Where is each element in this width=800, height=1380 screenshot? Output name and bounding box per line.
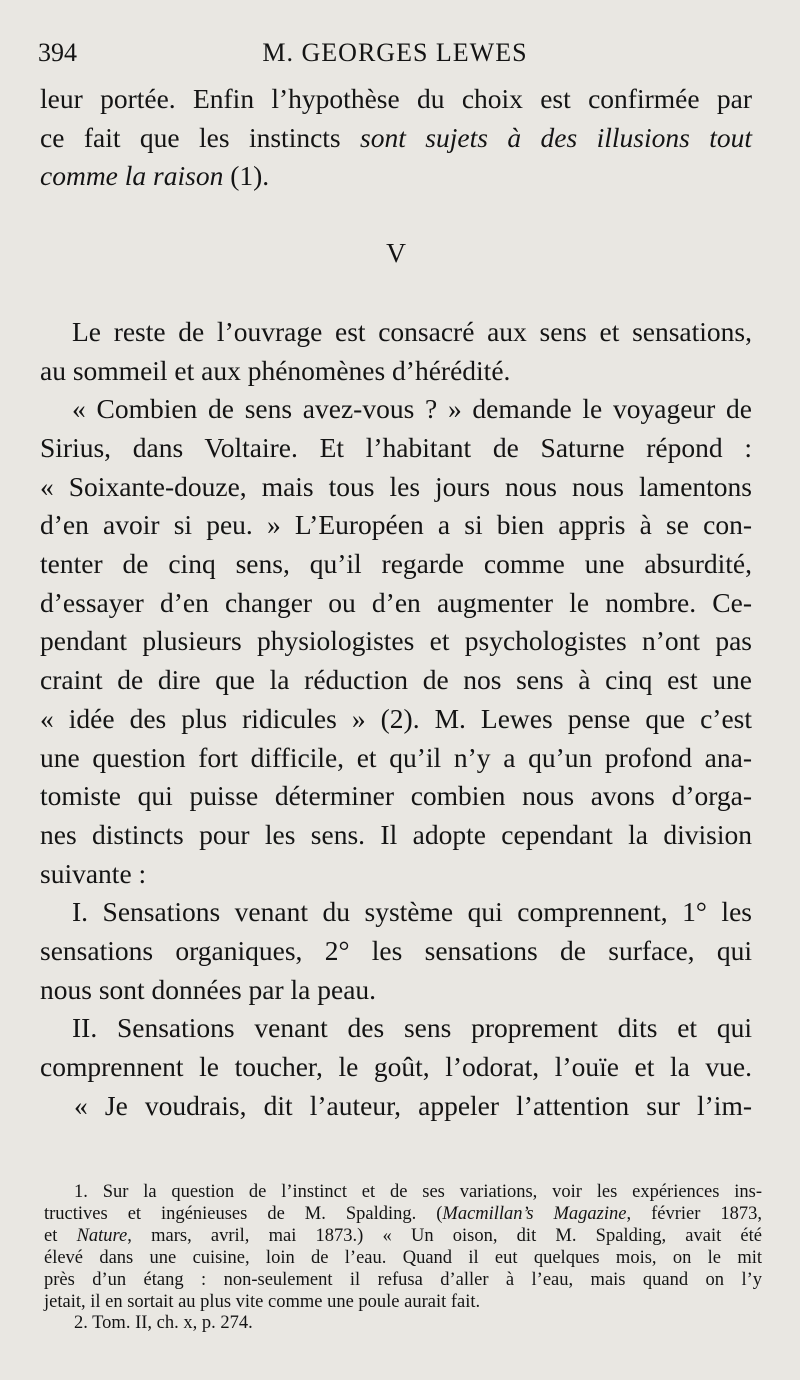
italic-phrase: sont sujets à des illusions tout xyxy=(360,121,752,153)
footnote-line: et Nature, mars, avril, mai 1873.) « Un oison, dit M. Spalding, avait été xyxy=(44,1225,762,1246)
running-header xyxy=(38,38,752,72)
text-line: pendant plusieurs physiologistes et psychologistes n’ont pas xyxy=(40,625,752,657)
text-line: Sirius, dans Voltaire. Et l’habitant de Saturne répond : xyxy=(40,431,752,463)
text-line: craint de dire que la réduction de nos sens à cinq est une xyxy=(40,664,752,696)
text-line: nous sont données par la peau. xyxy=(40,973,377,1005)
text-line: comprennent le toucher, le goût, l’odorat, l’ouïe et la vue. xyxy=(40,1051,752,1083)
text-line: Le reste de l’ouvrage est consacré aux sens et sensations, xyxy=(72,315,752,347)
text-line: une question fort difficile, et qu’il n’y a qu’un profond ana- xyxy=(40,741,752,773)
running-title: M. GEORGES LEWES xyxy=(262,38,528,67)
body-text xyxy=(40,80,752,1126)
footnote-line: 1. Sur la question de l’instinct et de ses variations, voir les expériences ins- xyxy=(74,1182,762,1202)
section-heading: V xyxy=(386,237,406,269)
footnotes xyxy=(44,1182,762,1335)
footnote-line: jetait, il en sortait au plus vite comme une poule aurait fait. xyxy=(44,1291,481,1312)
footnote-line: près d’un étang : non-seulement il refusa d’aller à l’eau, mais quand on l’y xyxy=(44,1269,762,1290)
text-line: leur portée. Enfin l’hypothèse du choix est confirmée par xyxy=(40,83,752,114)
footnote-line: 2. Tom. II, ch. x, p. 274. xyxy=(74,1313,253,1334)
text-line: tomiste qui puisse déterminer combien nous avons d’orga- xyxy=(40,780,752,812)
text-line: d’en avoir si peu. » L’Européen a si bien appris à se con- xyxy=(40,509,752,541)
text-line: « Soixante-douze, mais tous les jours nous nous lamentons xyxy=(40,470,752,502)
text-line: I. Sensations venant du système qui comprennent, 1° les xyxy=(72,896,752,928)
italic-title: Nature xyxy=(76,1225,128,1246)
footnote-line: élevé dans une cuisine, loin de l’eau. Quand il eut quelques mois, on le mit xyxy=(44,1247,762,1268)
text-line: comme la raison (1). xyxy=(40,160,270,192)
text-line: « Combien de sens avez-vous ? » demande le voyageur de xyxy=(72,393,752,425)
text-line: suivante : xyxy=(40,857,147,889)
text-line: « Je voudrais, dit l’auteur, appeler l’attention sur l’im- xyxy=(74,1089,752,1121)
text-line: au sommeil et aux phénomènes d’hérédité. xyxy=(40,354,511,386)
italic-title: Macmillan’s Magazine xyxy=(442,1203,627,1224)
text-line: II. Sensations venant des sens proprement dits et qui xyxy=(72,1012,752,1044)
text-line: nes distincts pour les sens. Il adopte cependant la division xyxy=(40,818,752,850)
text-line: ce fait que les instincts sont sujets à des illusions tout xyxy=(40,121,752,153)
text-line: tenter de cinq sens, qu’il regarde comme une absurdité, xyxy=(40,548,752,580)
footnote-line: tructives et ingénieuses de M. Spalding. (Macmillan’s Magazine, février 1873, xyxy=(44,1203,763,1224)
text-line: « idée des plus ridicules » (2). M. Lewes pense que c’est xyxy=(40,702,752,734)
text-line: sensations organiques, 2° les sensations de surface, qui xyxy=(40,935,752,967)
italic-phrase: comme la raison xyxy=(40,160,224,192)
text-line: d’essayer d’en changer ou d’en augmenter le nombre. Ce- xyxy=(40,586,752,618)
page-number: 394 xyxy=(38,38,77,67)
